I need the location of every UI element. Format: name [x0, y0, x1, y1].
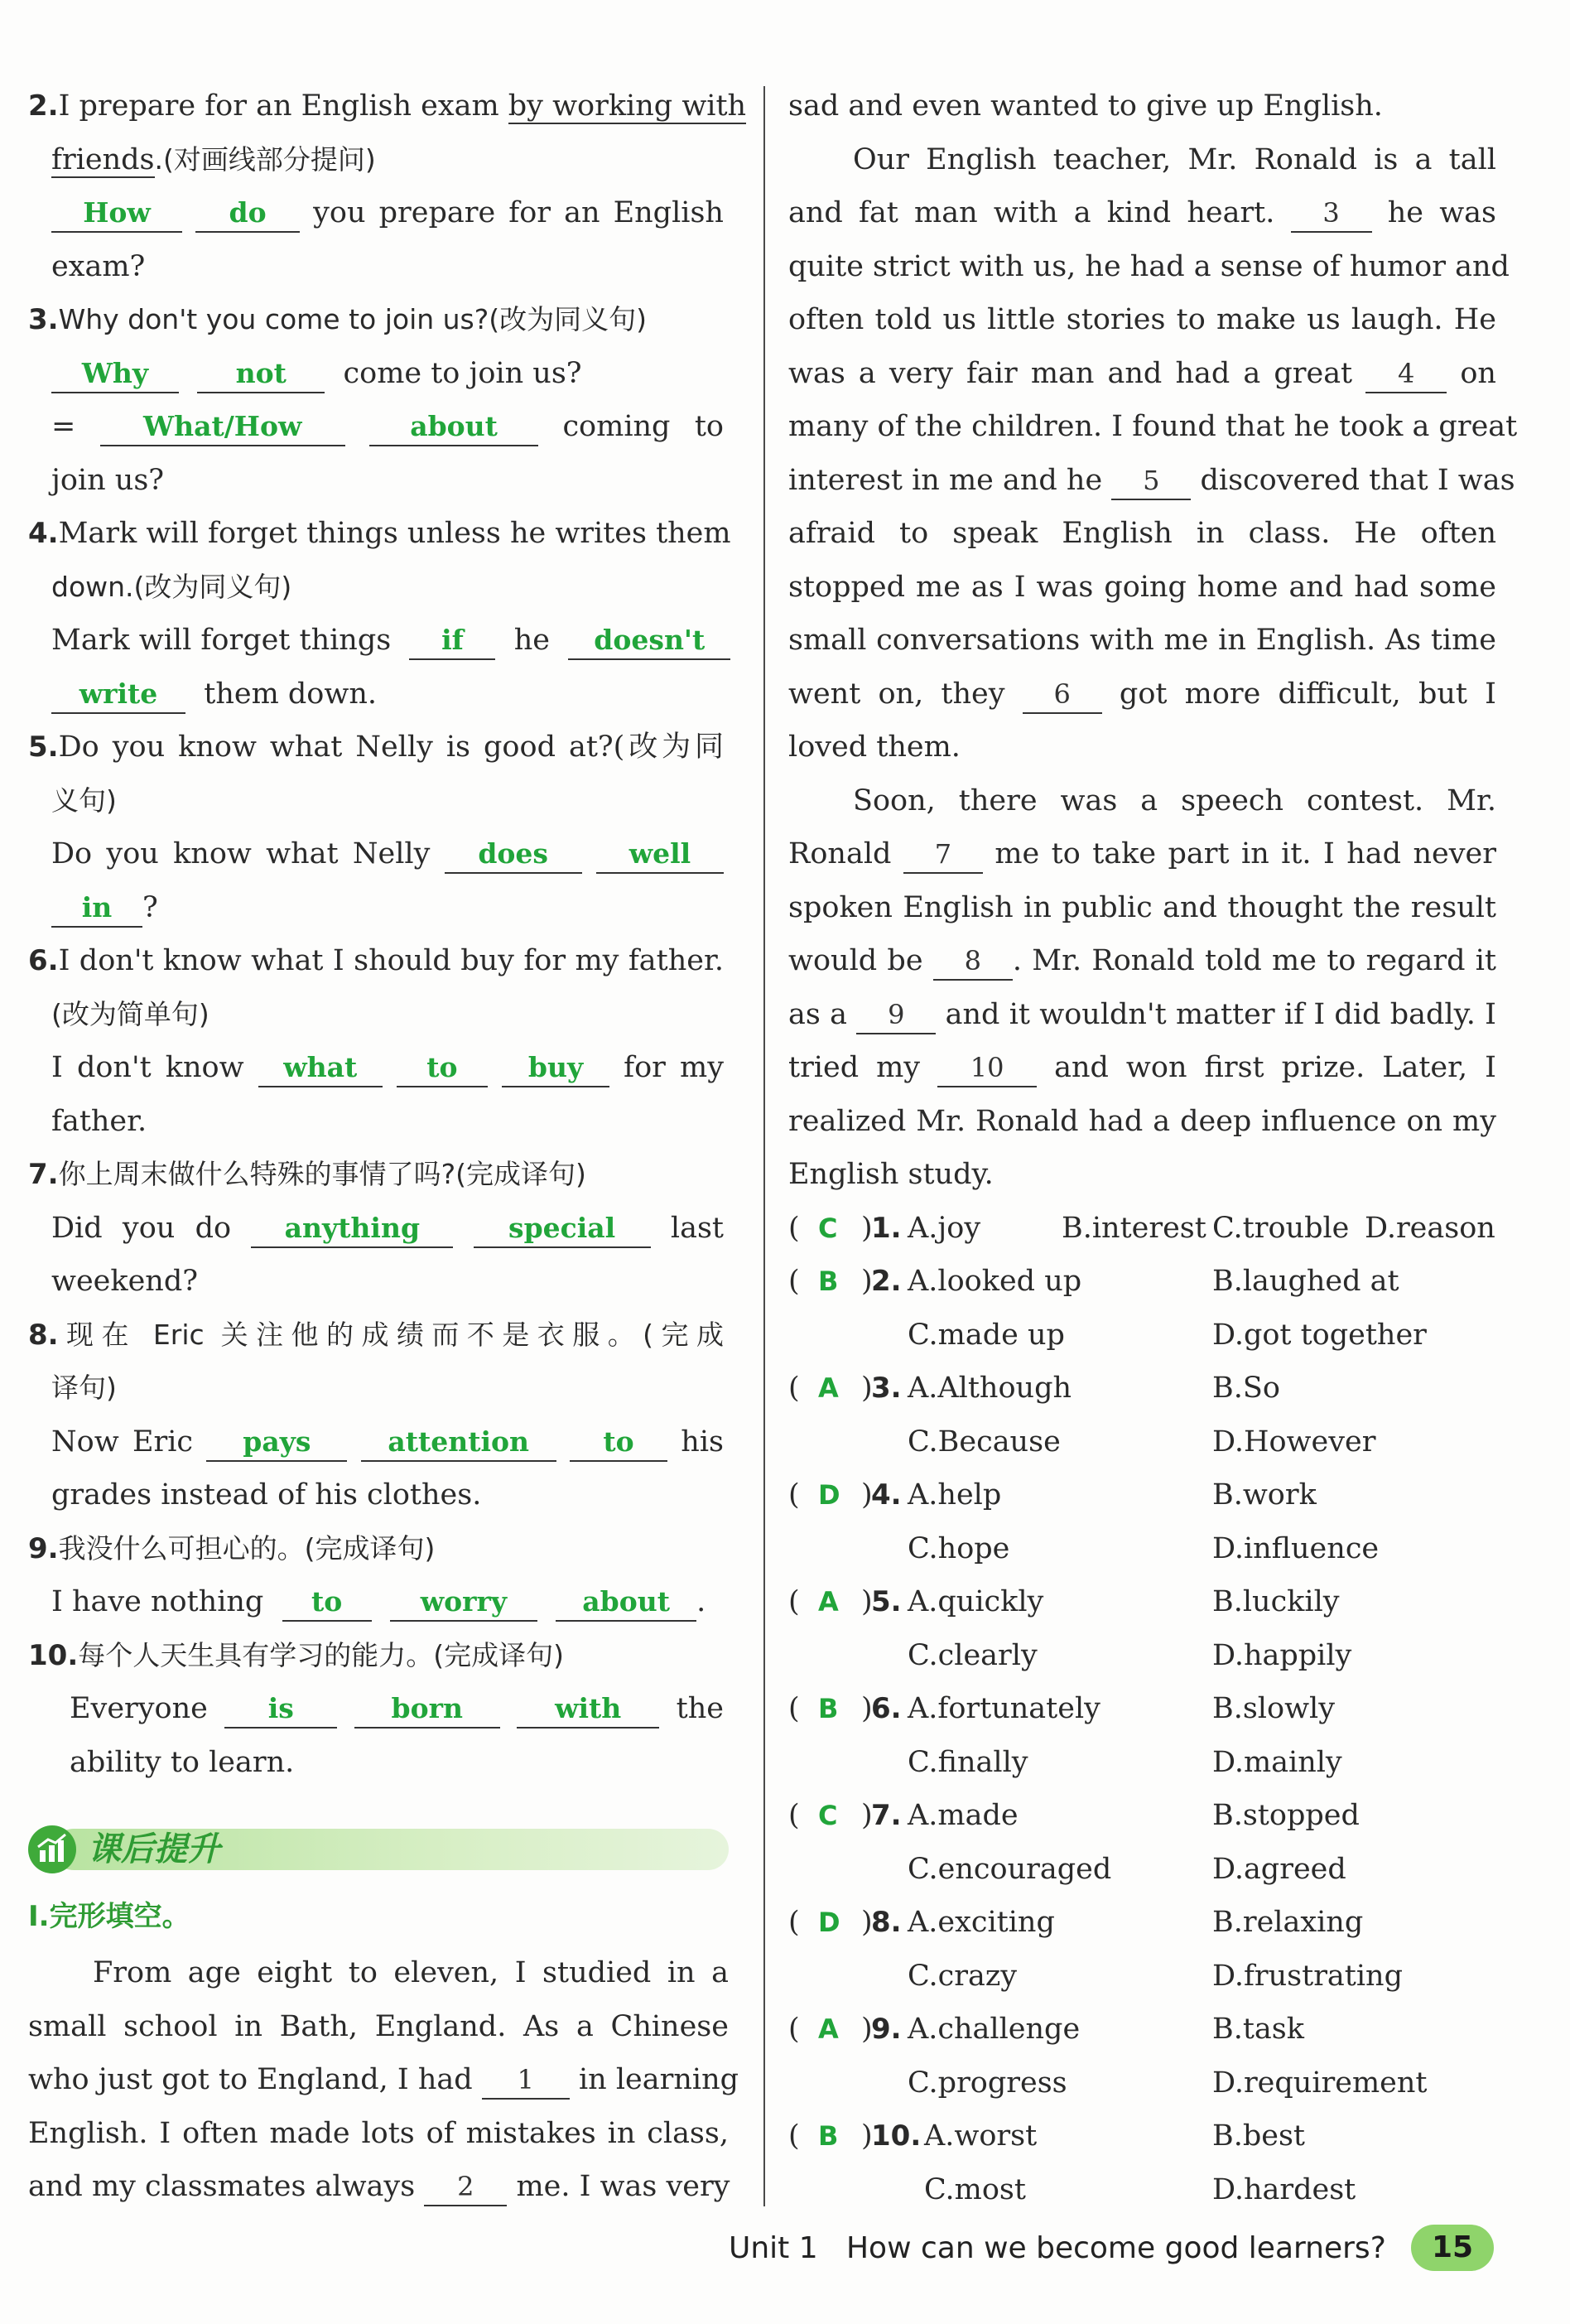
answer-blank[interactable]: What/How	[100, 408, 345, 446]
passage-line: sad and even wanted to give up English.	[788, 89, 1383, 123]
passage-line: as a 9 and it wouldn't matter if I did badly. I	[788, 988, 1496, 1042]
q3-answer-line2: = What/How about coming to	[28, 400, 724, 454]
answer-choice[interactable]: C	[818, 1800, 838, 1831]
passage-line: spoken English in public and thought the result	[788, 890, 1496, 924]
option-c[interactable]: C.encouraged	[908, 1852, 1112, 1886]
q5-line1: 5.Do you know what Nelly is good at?(改为同	[28, 730, 724, 764]
answer-choice[interactable]: B	[818, 1266, 839, 1297]
answer-blank[interactable]: what	[258, 1049, 383, 1087]
q7-line3: weekend?	[51, 1265, 199, 1298]
answer-blank[interactable]: pays	[206, 1424, 347, 1462]
passage-line: From age eight to eleven, I studied in a	[93, 1956, 729, 1989]
answer-blank[interactable]: do	[195, 195, 300, 233]
option-b[interactable]: B.interest	[1062, 1211, 1206, 1245]
option-b[interactable]: B.work	[1212, 1478, 1317, 1512]
q2-line1: 2.I prepare for an English exam by working with	[28, 89, 747, 123]
answer-blank[interactable]: buy	[502, 1049, 609, 1087]
passage-line: was a very fair man and had a great 4 on	[788, 347, 1496, 401]
option-b[interactable]: B.luckily	[1212, 1585, 1340, 1618]
option-d[interactable]: D.influence	[1212, 1531, 1380, 1565]
q7-line1: 7.你上周末做什么特殊的事情了吗?(完成译句)	[28, 1158, 586, 1191]
passage-line: often told us little stories to make us laugh. He	[788, 303, 1496, 336]
option-row: ( A ) 5. A.quickly B.luckily	[788, 1575, 1496, 1629]
answer-blank[interactable]: to	[282, 1584, 372, 1622]
section-banner	[28, 1825, 729, 1873]
option-row	[788, 2056, 1496, 2110]
q8-line2: 译句)	[51, 1372, 117, 1404]
passage-line: English. I often made lots of mistakes in class,	[28, 2116, 729, 2150]
option-row	[788, 1415, 1496, 1469]
option-a[interactable]: A.joy	[908, 1211, 981, 1245]
cloze-blank[interactable]: 1	[482, 2061, 570, 2100]
answer-choice[interactable]: A	[818, 1372, 839, 1404]
passage-line: tried my 10 and won first prize. Later, I	[788, 1041, 1496, 1095]
q6-line1: 6.I don't know what I should buy for my father.	[28, 944, 724, 977]
passage-line: went on, they 6 got more difficult, but I	[788, 668, 1496, 721]
answer-choice[interactable]: D	[818, 1907, 840, 1938]
option-c[interactable]: C.crazy	[908, 1959, 1018, 1993]
answer-blank[interactable]: is	[224, 1690, 337, 1729]
option-d[interactable]: D.agreed	[1212, 1852, 1346, 1886]
option-a[interactable]: A.help	[908, 1478, 1002, 1512]
option-row	[788, 1950, 1496, 2003]
answer-blank[interactable]: in	[51, 890, 142, 928]
cloze-blank[interactable]: 10	[937, 1049, 1037, 1087]
q4-line1: 4.Mark will forget things unless he writes them	[28, 517, 731, 550]
option-row: ( C ) 1. A.joy B.interest C.trouble D.reason	[788, 1202, 1496, 1256]
option-row: ( B ) 10. A.worst B.best	[788, 2109, 1496, 2163]
cloze-blank[interactable]: 8	[933, 943, 1013, 981]
q2-line4: exam?	[51, 249, 146, 283]
answer-blank[interactable]: with	[517, 1690, 659, 1729]
q4-answer-line1: Mark will forget things if he doesn't	[28, 614, 724, 668]
passage-line: quite strict with us, he had a sense of humor and	[788, 249, 1510, 283]
passage-line: Our English teacher, Mr. Ronald is a tall	[853, 142, 1496, 176]
answer-blank[interactable]: about	[369, 408, 538, 446]
q9-answer-line: I have nothing to worry about .	[28, 1575, 724, 1629]
unit-title: How can we become good learners?	[845, 2231, 1386, 2265]
passage-line: Ronald 7 me to take part in it. I had never	[788, 827, 1496, 881]
option-d[interactable]: D.reason	[1365, 1211, 1495, 1245]
answer-blank[interactable]: to	[397, 1049, 488, 1087]
page-footer	[729, 2231, 1386, 2265]
answer-blank[interactable]: anything	[251, 1210, 453, 1248]
answer-blank[interactable]: doesn't	[568, 622, 730, 660]
banner-title: 课后提升	[88, 1830, 220, 1868]
passage-line: realized Mr. Ronald had a deep influence on my	[788, 1104, 1496, 1138]
option-a[interactable]: A.exciting	[908, 1906, 1055, 1939]
option-c[interactable]: C.progress	[908, 2066, 1067, 2100]
q7-answer-line: Did you do anything special last	[28, 1202, 724, 1256]
option-a[interactable]: A.looked up	[908, 1265, 1082, 1298]
answer-blank[interactable]: about	[556, 1584, 696, 1622]
answer-blank[interactable]: special	[474, 1210, 651, 1248]
bar-chart-icon	[28, 1825, 76, 1873]
q10-line1: 10.每个人天生具有学习的能力。(完成译句)	[28, 1638, 564, 1672]
option-c[interactable]: C.clearly	[908, 1638, 1038, 1672]
option-a[interactable]: A.Although	[908, 1372, 1072, 1405]
q8-answer-line: Now Eric pays attention to his	[28, 1415, 724, 1469]
option-row: ( C ) 7. A.made B.stopped	[788, 1789, 1496, 1843]
option-d[interactable]: D.frustrating	[1212, 1959, 1403, 1993]
answer-blank[interactable]: write	[51, 676, 185, 714]
q5-answer-line2: in ?	[28, 881, 724, 935]
q3-line1: 3.Why don't you come to join us?(改为同义句)	[28, 303, 648, 336]
option-c[interactable]: C.most	[924, 2172, 1026, 2206]
q8-line4: grades instead of his clothes.	[51, 1478, 482, 1512]
left-column	[28, 80, 747, 1789]
section-heading: Ⅰ.完形填空。	[28, 1900, 190, 1933]
answer-blank[interactable]: attention	[361, 1424, 556, 1462]
q8-line1: 8.现在 Eric 关注他的成绩而不是衣服。(完成	[28, 1318, 724, 1352]
option-a[interactable]: A.quickly	[908, 1585, 1044, 1618]
q6-answer-line: I don't know what to buy for my	[28, 1041, 724, 1095]
option-row: ( A ) 9. A.challenge B.task	[788, 2003, 1496, 2056]
option-row	[788, 1309, 1496, 1362]
cloze-blank[interactable]: 7	[903, 836, 983, 874]
passage-line: English study.	[788, 1158, 994, 1191]
option-b[interactable]: B.stopped	[1212, 1799, 1360, 1832]
option-row: ( D ) 4. A.help B.work	[788, 1468, 1496, 1522]
answer-blank[interactable]: does	[445, 836, 582, 874]
answer-blank[interactable]: well	[596, 836, 724, 874]
q5-line2: 义句)	[51, 784, 117, 817]
passage-line: who just got to England, I had 1 in learning	[28, 2053, 729, 2107]
option-row: ( D ) 8. A.exciting B.relaxing	[788, 1896, 1496, 1950]
answer-choice[interactable]: A	[818, 1586, 839, 1618]
q10-answer-line: Everyone is born with the	[28, 1682, 724, 1736]
page-number: 15	[1411, 2225, 1494, 2271]
option-a[interactable]: A.fortunately	[908, 1692, 1100, 1725]
passage-line: loved them.	[788, 730, 961, 764]
cloze-blank[interactable]: 9	[856, 996, 936, 1034]
answer-blank[interactable]: Why	[51, 355, 179, 393]
option-c[interactable]: C.trouble	[1212, 1211, 1350, 1245]
option-b[interactable]: B.relaxing	[1212, 1906, 1364, 1939]
option-row	[788, 1843, 1496, 1897]
option-c[interactable]: C.hope	[908, 1531, 1010, 1565]
q4-answer-line2: write them down.	[28, 668, 724, 721]
option-row	[788, 1522, 1496, 1576]
passage-line: interest in me and he 5 discovered that I was	[788, 454, 1496, 508]
cloze-blank[interactable]: 2	[424, 2168, 507, 2206]
column-divider	[763, 86, 765, 2206]
q10-line3: ability to learn.	[70, 1745, 295, 1779]
answer-blank[interactable]: if	[409, 622, 495, 660]
passage-line: many of the children. I found that he took a great	[788, 410, 1518, 443]
cloze-blank[interactable]: 6	[1023, 676, 1102, 714]
option-row: ( A ) 3. A.Although B.So	[788, 1362, 1496, 1415]
passage-left	[28, 1946, 739, 2214]
option-a[interactable]: A.made	[908, 1799, 1019, 1832]
answer-blank[interactable]: to	[570, 1424, 667, 1462]
q6-line2: (改为简单句)	[51, 997, 209, 1030]
q6-line4: father.	[51, 1104, 147, 1138]
passage-line: and my classmates always 2 me. I was very	[28, 2160, 729, 2214]
answer-choice[interactable]: A	[818, 2013, 839, 2045]
option-d[interactable]: D.requirement	[1212, 2066, 1428, 2100]
right-column	[788, 80, 1518, 2216]
q5-answer-line1: Do you know what Nelly does well	[28, 827, 724, 881]
q4-line2: down.(改为同义句)	[51, 570, 292, 603]
answer-blank[interactable]: not	[197, 355, 325, 393]
option-row: ( B ) 2. A.looked up B.laughed at	[788, 1255, 1496, 1309]
passage-line: afraid to speak English in class. He often	[788, 517, 1496, 550]
option-row	[788, 1736, 1496, 1790]
cloze-blank[interactable]: 4	[1365, 355, 1447, 393]
answer-choice[interactable]: C	[818, 1212, 838, 1244]
passage-line: would be 8 . Mr. Ronald told me to regard it	[788, 934, 1496, 988]
q2-answer-line: How do you prepare for an English	[28, 186, 724, 240]
option-b[interactable]: B.best	[1212, 2119, 1305, 2153]
option-d[interactable]: D.got together	[1212, 1318, 1427, 1352]
option-c[interactable]: C.Because	[908, 1425, 1061, 1459]
passage-line: Soon, there was a speech contest. Mr.	[853, 784, 1496, 817]
option-a[interactable]: A.challenge	[908, 2013, 1081, 2046]
option-a[interactable]: A.worst	[924, 2119, 1038, 2153]
answer-blank[interactable]: born	[354, 1690, 500, 1729]
option-d[interactable]: D.hardest	[1212, 2172, 1356, 2206]
q2-line2: friends.(对画线部分提问)	[51, 142, 376, 176]
q9-line1: 9.我没什么可担心的。(完成译句)	[28, 1531, 436, 1565]
option-c[interactable]: C.finally	[908, 1745, 1028, 1779]
answer-blank[interactable]: worry	[390, 1584, 537, 1622]
passage-line: stopped me as I was going home and had some	[788, 570, 1496, 604]
option-d[interactable]: D.However	[1212, 1425, 1376, 1459]
answer-choice[interactable]: B	[818, 2120, 839, 2152]
option-b[interactable]: B.task	[1212, 2013, 1304, 2046]
option-row	[788, 2163, 1496, 2217]
option-row: ( B ) 6. A.fortunately B.slowly	[788, 1682, 1496, 1736]
passage-line: and fat man with a kind heart. 3 he was	[788, 186, 1496, 240]
cloze-blank[interactable]: 3	[1291, 195, 1372, 233]
passage-line: small school in Bath, England. As a Chinese	[28, 2009, 729, 2043]
option-row	[788, 1629, 1496, 1683]
option-c[interactable]: C.made up	[908, 1318, 1065, 1352]
unit-label: Unit 1	[729, 2231, 818, 2265]
q3-line4: join us?	[51, 463, 165, 497]
passage-line: small conversations with me in English. As time	[788, 624, 1496, 657]
cloze-blank[interactable]: 5	[1111, 462, 1191, 500]
answer-choice[interactable]: B	[818, 1693, 839, 1724]
option-d[interactable]: D.mainly	[1212, 1745, 1342, 1779]
option-b[interactable]: B.slowly	[1212, 1692, 1335, 1725]
answer-choice[interactable]: D	[818, 1479, 840, 1511]
option-b[interactable]: B.laughed at	[1212, 1265, 1399, 1298]
answer-blank[interactable]: How	[51, 195, 182, 233]
q3-answer-line1: Why not come to join us?	[28, 347, 724, 401]
option-b[interactable]: B.So	[1212, 1372, 1280, 1405]
option-d[interactable]: D.happily	[1212, 1638, 1352, 1672]
